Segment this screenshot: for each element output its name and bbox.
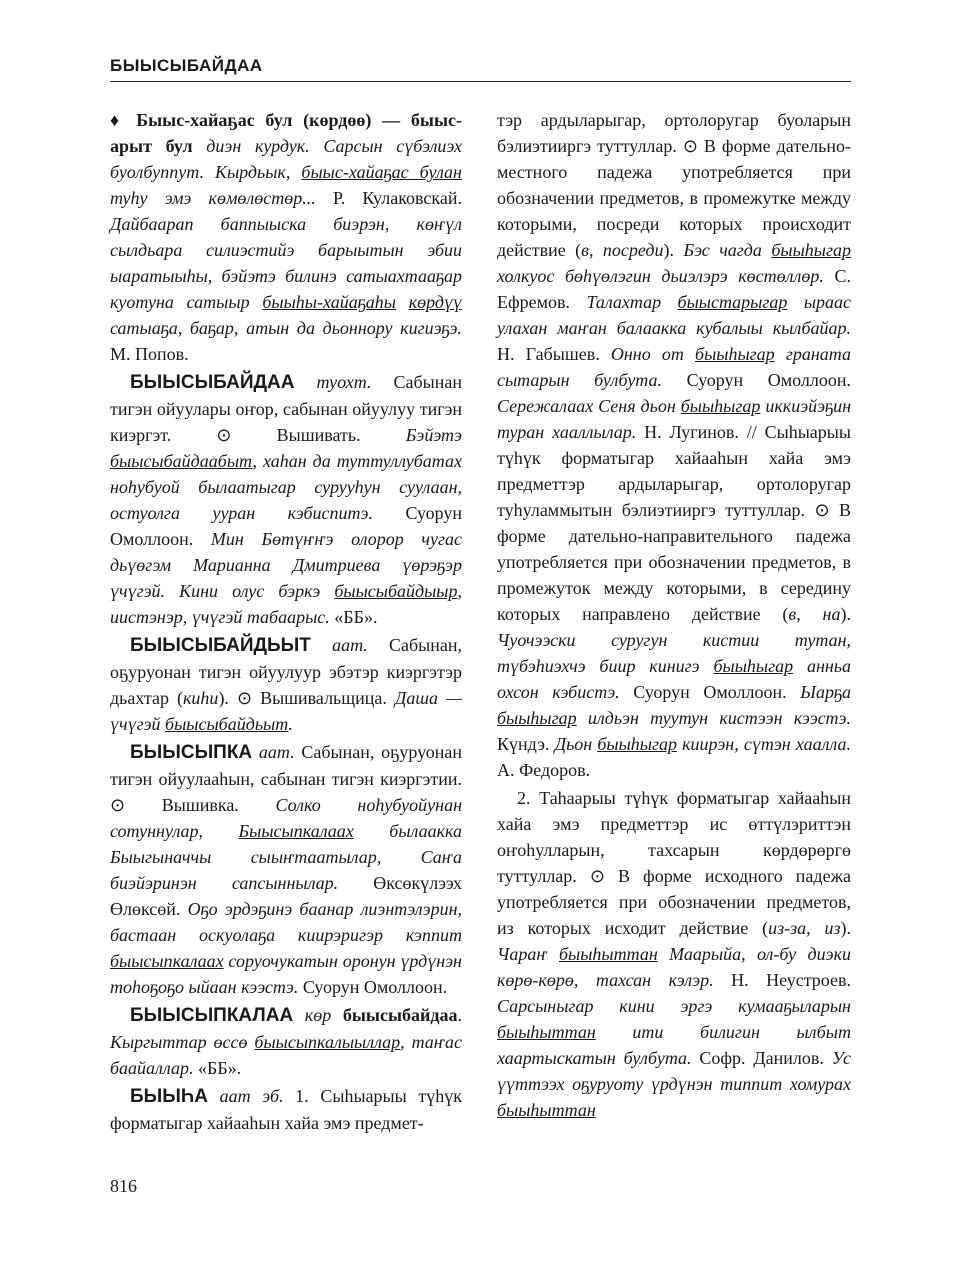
- example-text: Дайбаарап баппыыска биэрэн, көҥүл сылдьара силиэстийэ барыытын эбии ыаратыыһы, бэйэтэ билинэ сатыахтааҕар куотуна сатыыр: [110, 214, 462, 312]
- entry-byyha: [110, 1083, 462, 1136]
- source-citation: Күндэ.: [497, 734, 555, 754]
- source-citation: Н. Неустроев.: [713, 970, 851, 990]
- source-citation: С. Ефремов.: [497, 266, 851, 312]
- example-text: Чараҥ: [497, 944, 559, 964]
- definition: ).: [663, 240, 684, 260]
- right-column: [497, 107, 851, 1123]
- source-citation: Н. Габышев.: [497, 344, 611, 364]
- phrase-headword: ♦ Быыс-хайаҕас бул (көрдөө) — быыс-арыт бул: [110, 110, 462, 156]
- source-citation: А. Федоров.: [497, 760, 591, 780]
- example-text: , хаһан да туттуллубатах ноһубуой былаатыгар сурууһун суулаан, остуолга ууран кэбиспитэ.: [110, 451, 462, 523]
- cross-reference-label: көр: [293, 1005, 343, 1025]
- example-term: быысыбайдаабыт: [110, 451, 253, 471]
- example-text: Сережалаах Сеня дьон: [497, 396, 681, 416]
- definition: ). ⊙ Вышивальщица.: [218, 688, 395, 708]
- pos-label: аат.: [310, 635, 368, 655]
- entry-byys-haiagas: [110, 107, 462, 367]
- example-term: быыһыттан: [497, 1022, 596, 1042]
- entry-byysypkalaa: [110, 1002, 462, 1081]
- example-text: илдьэн туутун кистээн кээстэ.: [576, 708, 851, 728]
- running-head: БЫЫСЫБАЙДАА: [110, 56, 263, 75]
- definition: 1. Сыһыарыы түһүк форматыгар хайааһын хайа эмэ предмет-: [110, 1086, 462, 1133]
- definition: 2. Таһаарыы түһүк форматыгар хайааһын хайа эмэ предметтэр ис өттүлэриттэн оҥоһулларын, тахсарын көрдөрөргө туттуллар. ⊙ В форме исходного падежа употребляется при обозначении предметов, из которых исходит действие (: [497, 788, 851, 938]
- definition: Сабынан, оҕуруонан тигэн ойуулуур эбэтэр киэргэтэр дьахтар (: [110, 635, 462, 708]
- example-text: Чуочээски суругун кистии тутан, түбэһиэхчэ биир кинигэ: [497, 630, 851, 676]
- example-text: [396, 292, 409, 312]
- headword: БЫЫСЫБАЙДАА: [130, 372, 295, 393]
- source-citation: «ББ».: [329, 607, 378, 627]
- example-text: туһу эмэ көмөлөстөр...: [110, 188, 333, 208]
- example-term: быыс-хайаҕас булан: [301, 162, 462, 182]
- example-term: Быысыпкалаах: [238, 821, 354, 841]
- example-term: быыстарыгар: [677, 292, 788, 312]
- example-text: анньа охсон кэбистэ.: [497, 656, 851, 702]
- pos-label: аат эб.: [207, 1086, 284, 1106]
- source-citation: Софр. Данилов.: [691, 1048, 832, 1068]
- entry-byysypka: [110, 739, 462, 1000]
- entry-byysybaidaa: [110, 369, 462, 630]
- example-text: Даша — үчүгэй: [110, 688, 462, 734]
- example-text: ыраас улахан маҥан балаакка кубалыы кылбайар.: [497, 292, 851, 338]
- definition: ).: [840, 918, 851, 938]
- entry-byyha-continued: [497, 107, 851, 783]
- pos-label: аат.: [252, 742, 295, 762]
- headword: БЫЫСЫБАЙДЬЫТ: [130, 635, 311, 656]
- example-text: холкуос бөһүөлэгин дьиэлэрэ көстөллөр.: [497, 266, 824, 286]
- entry-byyha-sense-2: [497, 785, 851, 1123]
- example-text: сатыаҕа, баҕар, атын да дьоннору кигиэҕэ.: [110, 318, 462, 338]
- example-term: быыһыгар: [771, 240, 851, 260]
- example-text: Оҕо эрдэҕинэ баанар лиэнтэлэрин, бастаан оскуолаҕа киирэригэр кэппит: [110, 899, 462, 945]
- example-text: Онно от: [610, 344, 696, 364]
- example-text: Ыарҕа: [800, 682, 851, 702]
- definition-italic: из-за, из: [768, 918, 841, 938]
- entry-byysybaidyt: [110, 632, 462, 737]
- definition: диэн курдук. Сарсын сүбэлиэх буолбуппут. Кырдьык,: [110, 136, 462, 182]
- source-citation: М. Попов.: [110, 344, 189, 364]
- example-term: быысыпкалаах: [110, 951, 224, 971]
- definition: ).: [840, 604, 851, 624]
- example-text: Бэс чагда: [683, 240, 772, 260]
- example-text: граната сытарын булбута.: [497, 344, 852, 390]
- example-text: ити билигин ылбыт хаартыскатын булбута.: [497, 1022, 851, 1068]
- example-text: Сарсыныгар кини эргэ кумааҕыларын: [497, 996, 851, 1016]
- header-rule: [110, 81, 851, 82]
- example-text: Талахтар: [586, 292, 678, 312]
- example-term: быысыбайдьыт: [165, 714, 289, 734]
- example-text: иккиэйэҕин туран хааллылар.: [497, 396, 852, 442]
- definition-italic: в, посреди: [581, 240, 664, 260]
- source-citation: Суорун Омоллоон.: [619, 682, 801, 702]
- example-term: быыһыгар: [597, 734, 677, 754]
- source-citation: Суорун Омоллоон.: [298, 977, 448, 997]
- definition: Сабынан тигэн ойуулары оҥор, сабынан ойуулуу тигэн киэргэт. ⊙ Вышивать.: [110, 372, 462, 445]
- cross-reference-target: быысыбайдаа: [342, 1005, 458, 1025]
- definition-italic: киһи: [183, 688, 219, 708]
- headword: БЫЫСЫПКА: [130, 742, 253, 763]
- example-text: киирэн, сүтэн хаалла.: [677, 734, 851, 754]
- example-text: Дьон: [554, 734, 598, 754]
- example-term: быыһыттан: [497, 1100, 596, 1120]
- example-text: Мин Бөтүҥҥэ олорор чугас дьүөгэм Марианна Дмитриева үөрэҕэр үчүгэй. Кини олус бэркэ: [110, 529, 462, 601]
- source-citation: «ББ».: [193, 1058, 242, 1078]
- headword: БЫЫСЫПКАЛАА: [130, 1005, 294, 1026]
- headword: БЫЫҺА: [130, 1086, 208, 1107]
- definition-italic: в, на: [788, 604, 841, 624]
- example-term: көрдүү: [408, 292, 462, 312]
- definition: Н. Лугинов. // Сыһыарыы түһүк форматыгар хайааһын хайа эмэ предметтэр ардыларыгар, ортолоругар туһуламмытын бэлиэтииргэ туттуллар. ⊙ В форме дательно-направительного падежа употребляется при обозначении предметов, в промежуток между которыми, в середину которых направлено действие (: [497, 422, 851, 624]
- punctuation: .: [457, 1005, 462, 1025]
- example-text: , таҥас баайаллар.: [110, 1032, 462, 1078]
- example-term: быысыпкалыыллар: [254, 1032, 401, 1052]
- example-term: быыһыгар: [680, 396, 761, 416]
- example-text: .: [288, 714, 293, 734]
- example-text: Солко ноһубуойунан сотуннулар,: [110, 795, 462, 841]
- source-citation: Суорун Омоллоон.: [662, 370, 851, 390]
- example-text: , иистэнэр, үчүгэй табаарыс.: [110, 581, 462, 627]
- pos-label: туохт.: [294, 372, 372, 392]
- example-term: быыһыгар: [713, 656, 794, 676]
- page-number: 816: [110, 1176, 137, 1196]
- definition: тэр ардыларыгар, ортолоругар буоларын бэлиэтииргэ туттуллар. ⊙ В форме дательно-местного падежа употребляется при обозначении предметов, в промежутке между которыми, посреди которых происходит действие (: [497, 110, 851, 260]
- example-term: быыһыттан: [558, 944, 658, 964]
- example-text: Ус үүттээх оҕуруоту үрдүнэн типпит хомурах: [497, 1048, 852, 1094]
- definition: Сабынан, оҕуруонан тигэн ойуулааһын, сабынан тигэн киэргэтии. ⊙ Вышивка.: [110, 742, 463, 815]
- example-term: быыһыгар: [497, 708, 577, 728]
- source-citation: Суорун Омоллоон.: [110, 503, 462, 549]
- example-text: соруочукатын оронун үрдүнэн тоһоҕоҕо ыйаан кээстэ.: [110, 951, 462, 997]
- example-text: Кыргыттар өссө: [110, 1032, 255, 1052]
- example-term: быыһы-хайаҕаһы: [262, 292, 396, 312]
- example-term: быысыбайдыыр: [334, 581, 458, 601]
- left-column: [110, 107, 462, 1136]
- example-text: Маарыйа, ол-бу диэки көрө-көрө, тахсан кэлэр.: [497, 944, 851, 990]
- source-citation: Өксөкүлээх Өлөксөй.: [110, 873, 462, 919]
- example-text: Бэйэтэ: [405, 425, 462, 445]
- source-citation: Р. Кулаковскай.: [332, 188, 462, 208]
- example-text: былаакка Быыгыначчы сыыҥтаатылар, Саҥа биэйэринэн сапсыннылар.: [110, 821, 462, 893]
- example-term: быыһыгар: [695, 344, 775, 364]
